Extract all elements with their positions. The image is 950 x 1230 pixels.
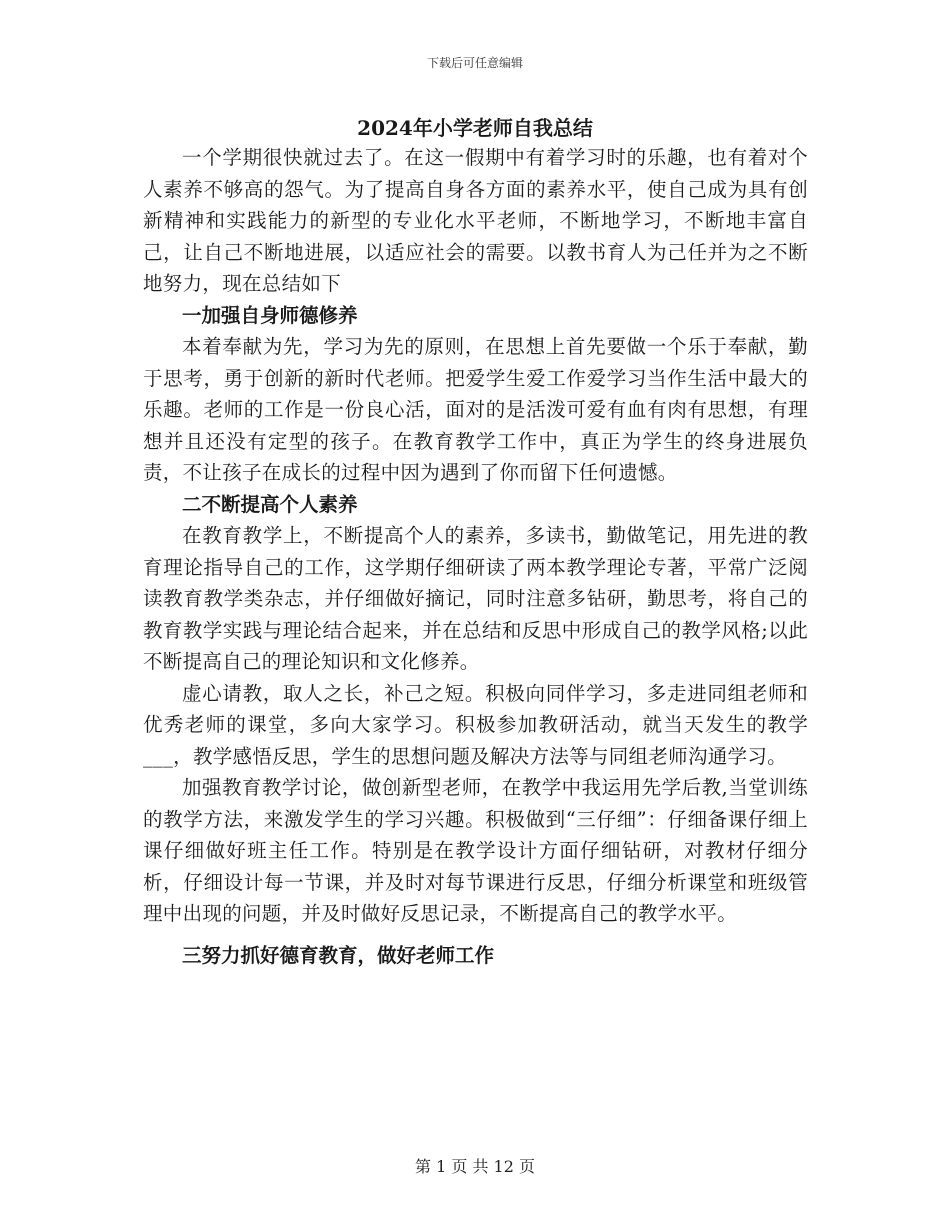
section-2-paragraph-2: 虚心请教，取人之长，补己之短。积极向同伴学习，多走进同组老师和优秀老师的课堂，多向大家学习。积极参加教研活动，就当天发生的教学___，教学感悟反思，学生的思想问题及解决方法等与同组老师沟通学习。 bbox=[143, 681, 808, 768]
page-footer: 第 1 页 共 12 页 bbox=[415, 1157, 535, 1176]
document-title: 2024年小学老师自我总结 bbox=[357, 116, 593, 140]
intro-paragraph: 一个学期很快就过去了。在这一假期中有着学习时的乐趣，也有着对个人素养不够高的怨气。为了提高自身各方面的素养水平，使自己成为具有创新精神和实践能力的新型的专业化水平老师，不断地学习，不断地丰富自己，让自己不断地进展，以适应社会的需要。以教书育人为己任并为之不断地努力，现在总结如下 bbox=[143, 146, 808, 295]
section-3-heading: 三努力抓好德育教育，做好老师工作 bbox=[182, 943, 495, 967]
section-2-heading: 二不断提高个人素养 bbox=[182, 492, 358, 516]
header-note: 下载后可任意编辑 bbox=[426, 56, 523, 70]
section-1-heading: 一加强自身师德修养 bbox=[182, 303, 358, 327]
section-1-paragraph-1: 本着奉献为先，学习为先的原则，在思想上首先要做一个乐于奉献，勤于思考，勇于创新的新时代老师。把爱学生爱工作爱学习当作生活中最大的乐趣。老师的工作是一份良心活，面对的是活泼可爱有血有肉有思想，有理想并且还没有定型的孩子。在教育教学工作中，真正为学生的终身进展负责，不让孩子在成长的过程中因为遇到了你而留下任何遗憾。 bbox=[143, 335, 808, 484]
document-body bbox=[143, 142, 808, 971]
section-2-paragraph-3: 加强教育教学讨论，做创新型老师，在教学中我运用先学后教,当堂训练的教学方法，来激发学生的学习兴趣。积极做到“三仔细”：仔细备课仔细上课仔细做好班主任工作。特别是在教学设计方面仔细钻研，对教材仔细分析，仔细设计每一节课，并及时对每节课进行反思，仔细分析课堂和班级管理中出现的问题，并及时做好反思记录，不断提高自己的教学水平。 bbox=[143, 776, 808, 925]
section-2-paragraph-1: 在教育教学上，不断提高个人的素养，多读书，勤做笔记，用先进的教育理论指导自己的工作，这学期仔细研读了两本教学理论专著，平常广泛阅读教育教学类杂志，并仔细做好摘记，同时注意多钻研，勤思考，将自己的教育教学实践与理论结合起来，并在总结和反思中形成自己的教学风格;以此不断提高自己的理论知识和文化修养。 bbox=[143, 524, 808, 673]
